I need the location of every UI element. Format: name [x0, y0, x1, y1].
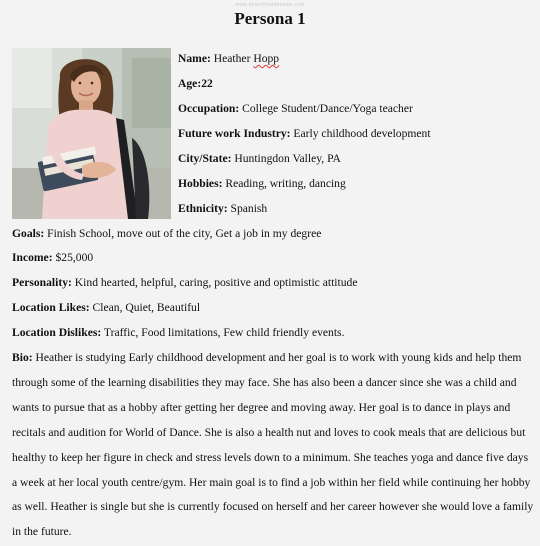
field-location-dislikes	[12, 326, 344, 340]
bio-line: recitals and audition for World of Dance. She is also a health nut and loves to cook meals that are delicious but	[12, 426, 526, 439]
field-future-industry-value: Early childhood development	[293, 127, 431, 140]
bio-line: a week at her local youth centre/gym. Her main goal is to find a job within her field while continuing her hobby	[12, 476, 531, 489]
field-location-likes-value: Clean, Quiet, Beautiful	[92, 301, 201, 314]
bio-line	[12, 351, 521, 365]
page-title: Persona 1	[234, 9, 306, 28]
field-location-likes	[12, 301, 200, 315]
bio-line: as well. Heather is single but she is currently focused on herself and her career however she would love a family	[12, 500, 534, 513]
field-income	[12, 251, 93, 265]
field-hobbies-value: Reading, writing, dancing	[225, 177, 346, 190]
field-income-value: $25,000	[55, 251, 94, 264]
field-ethnicity-value: Spanish	[230, 202, 268, 215]
field-name-value: Heather	[213, 52, 254, 65]
bio-label: Bio:	[12, 351, 33, 364]
field-name	[178, 52, 279, 66]
field-personality	[12, 276, 358, 290]
field-ethnicity-label: Ethnicity:	[178, 202, 228, 215]
field-hobbies	[178, 177, 346, 191]
field-name-value-flagged: Hopp	[253, 52, 280, 65]
field-occupation-value: College Student/Dance/Yoga teacher	[242, 102, 413, 115]
field-personality-value: Kind hearted, helpful, caring, positive and optimistic attitude	[74, 276, 358, 289]
field-hobbies-label: Hobbies:	[178, 177, 223, 190]
field-age-value: 22	[201, 77, 213, 90]
field-age-label: Age:	[178, 77, 202, 90]
field-occupation-label: Occupation:	[178, 102, 240, 115]
field-future-industry-label: Future work Industry:	[178, 127, 291, 140]
bio-line: through some of the learning disabilities they may face. She has also been a dancer since she was a child and	[12, 376, 517, 389]
field-occupation	[178, 102, 413, 116]
field-city-state-label: City/State:	[178, 152, 232, 165]
field-city-state-value: Huntingdon Valley, PA	[234, 152, 341, 165]
field-future-industry	[178, 127, 431, 141]
bio-line: in the future.	[12, 525, 72, 538]
field-goals-label: Goals:	[12, 227, 45, 240]
field-name-label: Name:	[178, 52, 211, 65]
bio-line: wants to pursue that as a hobby after getting her degree and moving away. Her goal is to dance in plays and	[12, 401, 511, 414]
bio-line-text: Heather is studying Early childhood development and her goal is to work with young kids and help them	[35, 351, 522, 364]
bio-line: healthy to keep her figure in check and stress levels down to a minimum. She teaches yoga and dance five days	[12, 451, 529, 464]
field-location-likes-label: Location Likes:	[12, 301, 90, 314]
field-personality-label: Personality:	[12, 276, 72, 289]
field-city-state	[178, 152, 341, 166]
field-income-label: Income:	[12, 251, 53, 264]
watermark: www.deserthealthnews.com	[235, 2, 305, 8]
field-goals	[12, 227, 321, 241]
field-ethnicity	[178, 202, 267, 216]
field-age	[178, 77, 213, 91]
field-goals-value: Finish School, move out of the city, Get a job in my degree	[47, 227, 322, 240]
field-location-dislikes-label: Location Dislikes:	[12, 326, 102, 339]
field-location-dislikes-value: Traffic, Food limitations, Few child friendly events.	[103, 326, 345, 339]
persona-photo	[12, 48, 171, 219]
